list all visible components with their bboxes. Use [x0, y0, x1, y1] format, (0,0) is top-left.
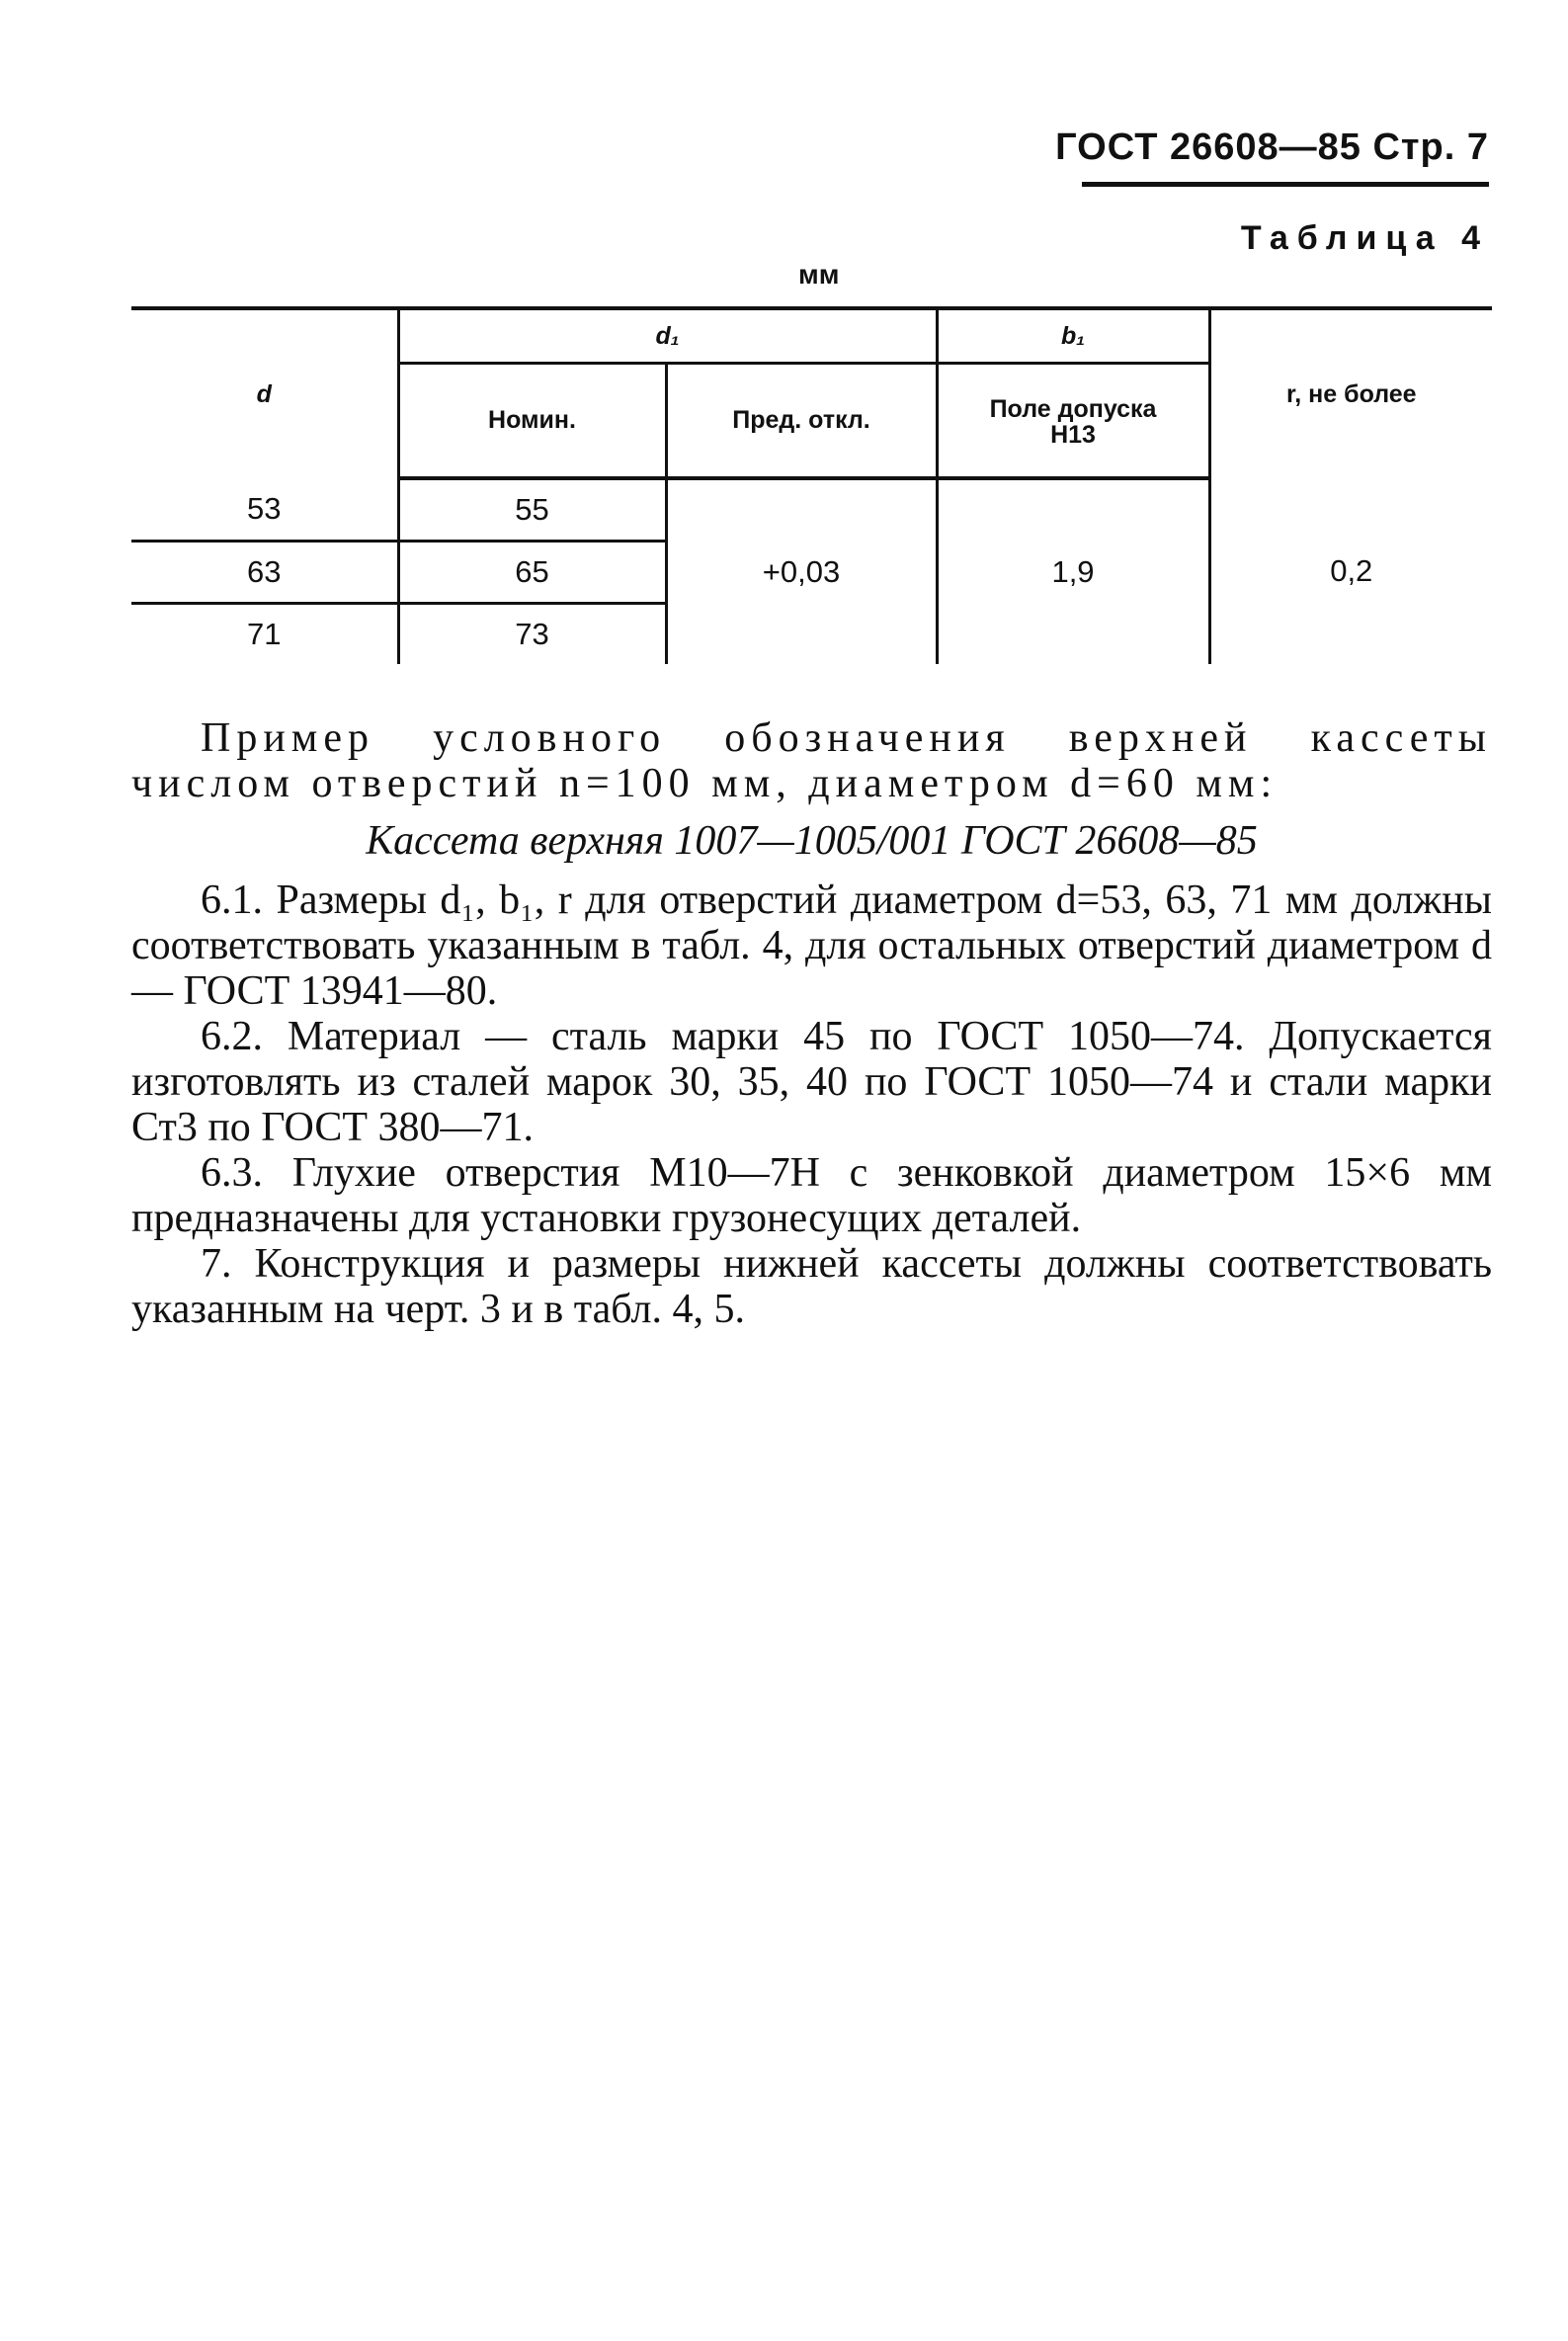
example-intro: Пример условного обозначения верхней кассеты числом отверстий n=100 мм, диаметром d=60 мм: [131, 715, 1492, 806]
header-r: r, не более [1209, 308, 1492, 478]
header-d: d [256, 379, 272, 408]
cell-r: 0,2 [1209, 478, 1492, 664]
paragraph-6-2: 6.2. Материал — сталь марки 45 по ГОСТ 1050—74. Допускается изготовлять из сталей марок 30, 35, 40 по ГОСТ 1050—74 и стали марки Ст3 по ГОСТ 380—71. [131, 1014, 1492, 1150]
cell-d: 63 [131, 542, 398, 604]
paragraph-6-3: 6.3. Глухие отверстия М10—7Н с зенковкой диаметром 15×6 мм предназначены для установки грузонесущих деталей. [131, 1150, 1492, 1241]
header-b1: b₁ [937, 308, 1209, 364]
page-header: ГОСТ 26608—85 Стр. 7 [1055, 126, 1489, 168]
dimensions-table [131, 306, 1492, 664]
table-units: мм [798, 259, 840, 290]
header-deviation: Пред. откл. [666, 364, 937, 479]
header-d1: d₁ [398, 308, 937, 364]
header-tolerance-line2: H13 [1050, 421, 1096, 449]
cell-b1-tolerance: 1,9 [937, 478, 1209, 664]
header-rule [1082, 182, 1489, 187]
paragraph-6-1: 6.1. Размеры d₁, b₁, r для отверстий диаметром d=53, 63, 71 мм должны соответствовать указанным в табл. 4, для остальных отверстий диаметром d — ГОСТ 13941—80. [131, 878, 1492, 1014]
cell-d: 71 [247, 617, 282, 651]
cell-d: 53 [131, 478, 398, 542]
table-caption: Таблица 4 [1240, 219, 1489, 257]
cell-deviation: +0,03 [666, 478, 937, 664]
header-tolerance [937, 364, 1209, 479]
body-text [131, 715, 1492, 1332]
example-designation: Кассета верхняя 1007—1005/001 ГОСТ 26608—85 [366, 818, 1258, 864]
paragraph-7: 7. Конструкция и размеры нижней кассеты должны соответствовать указанным на черт. 3 и в табл. 4, 5. [131, 1241, 1492, 1332]
cell-d1-nominal: 73 [398, 604, 666, 665]
cell-d1-nominal: 55 [398, 478, 666, 542]
header-nominal: Номин. [398, 364, 666, 479]
header-tolerance-line1: Поле допуска [989, 395, 1157, 423]
cell-d1-nominal: 65 [398, 542, 666, 604]
